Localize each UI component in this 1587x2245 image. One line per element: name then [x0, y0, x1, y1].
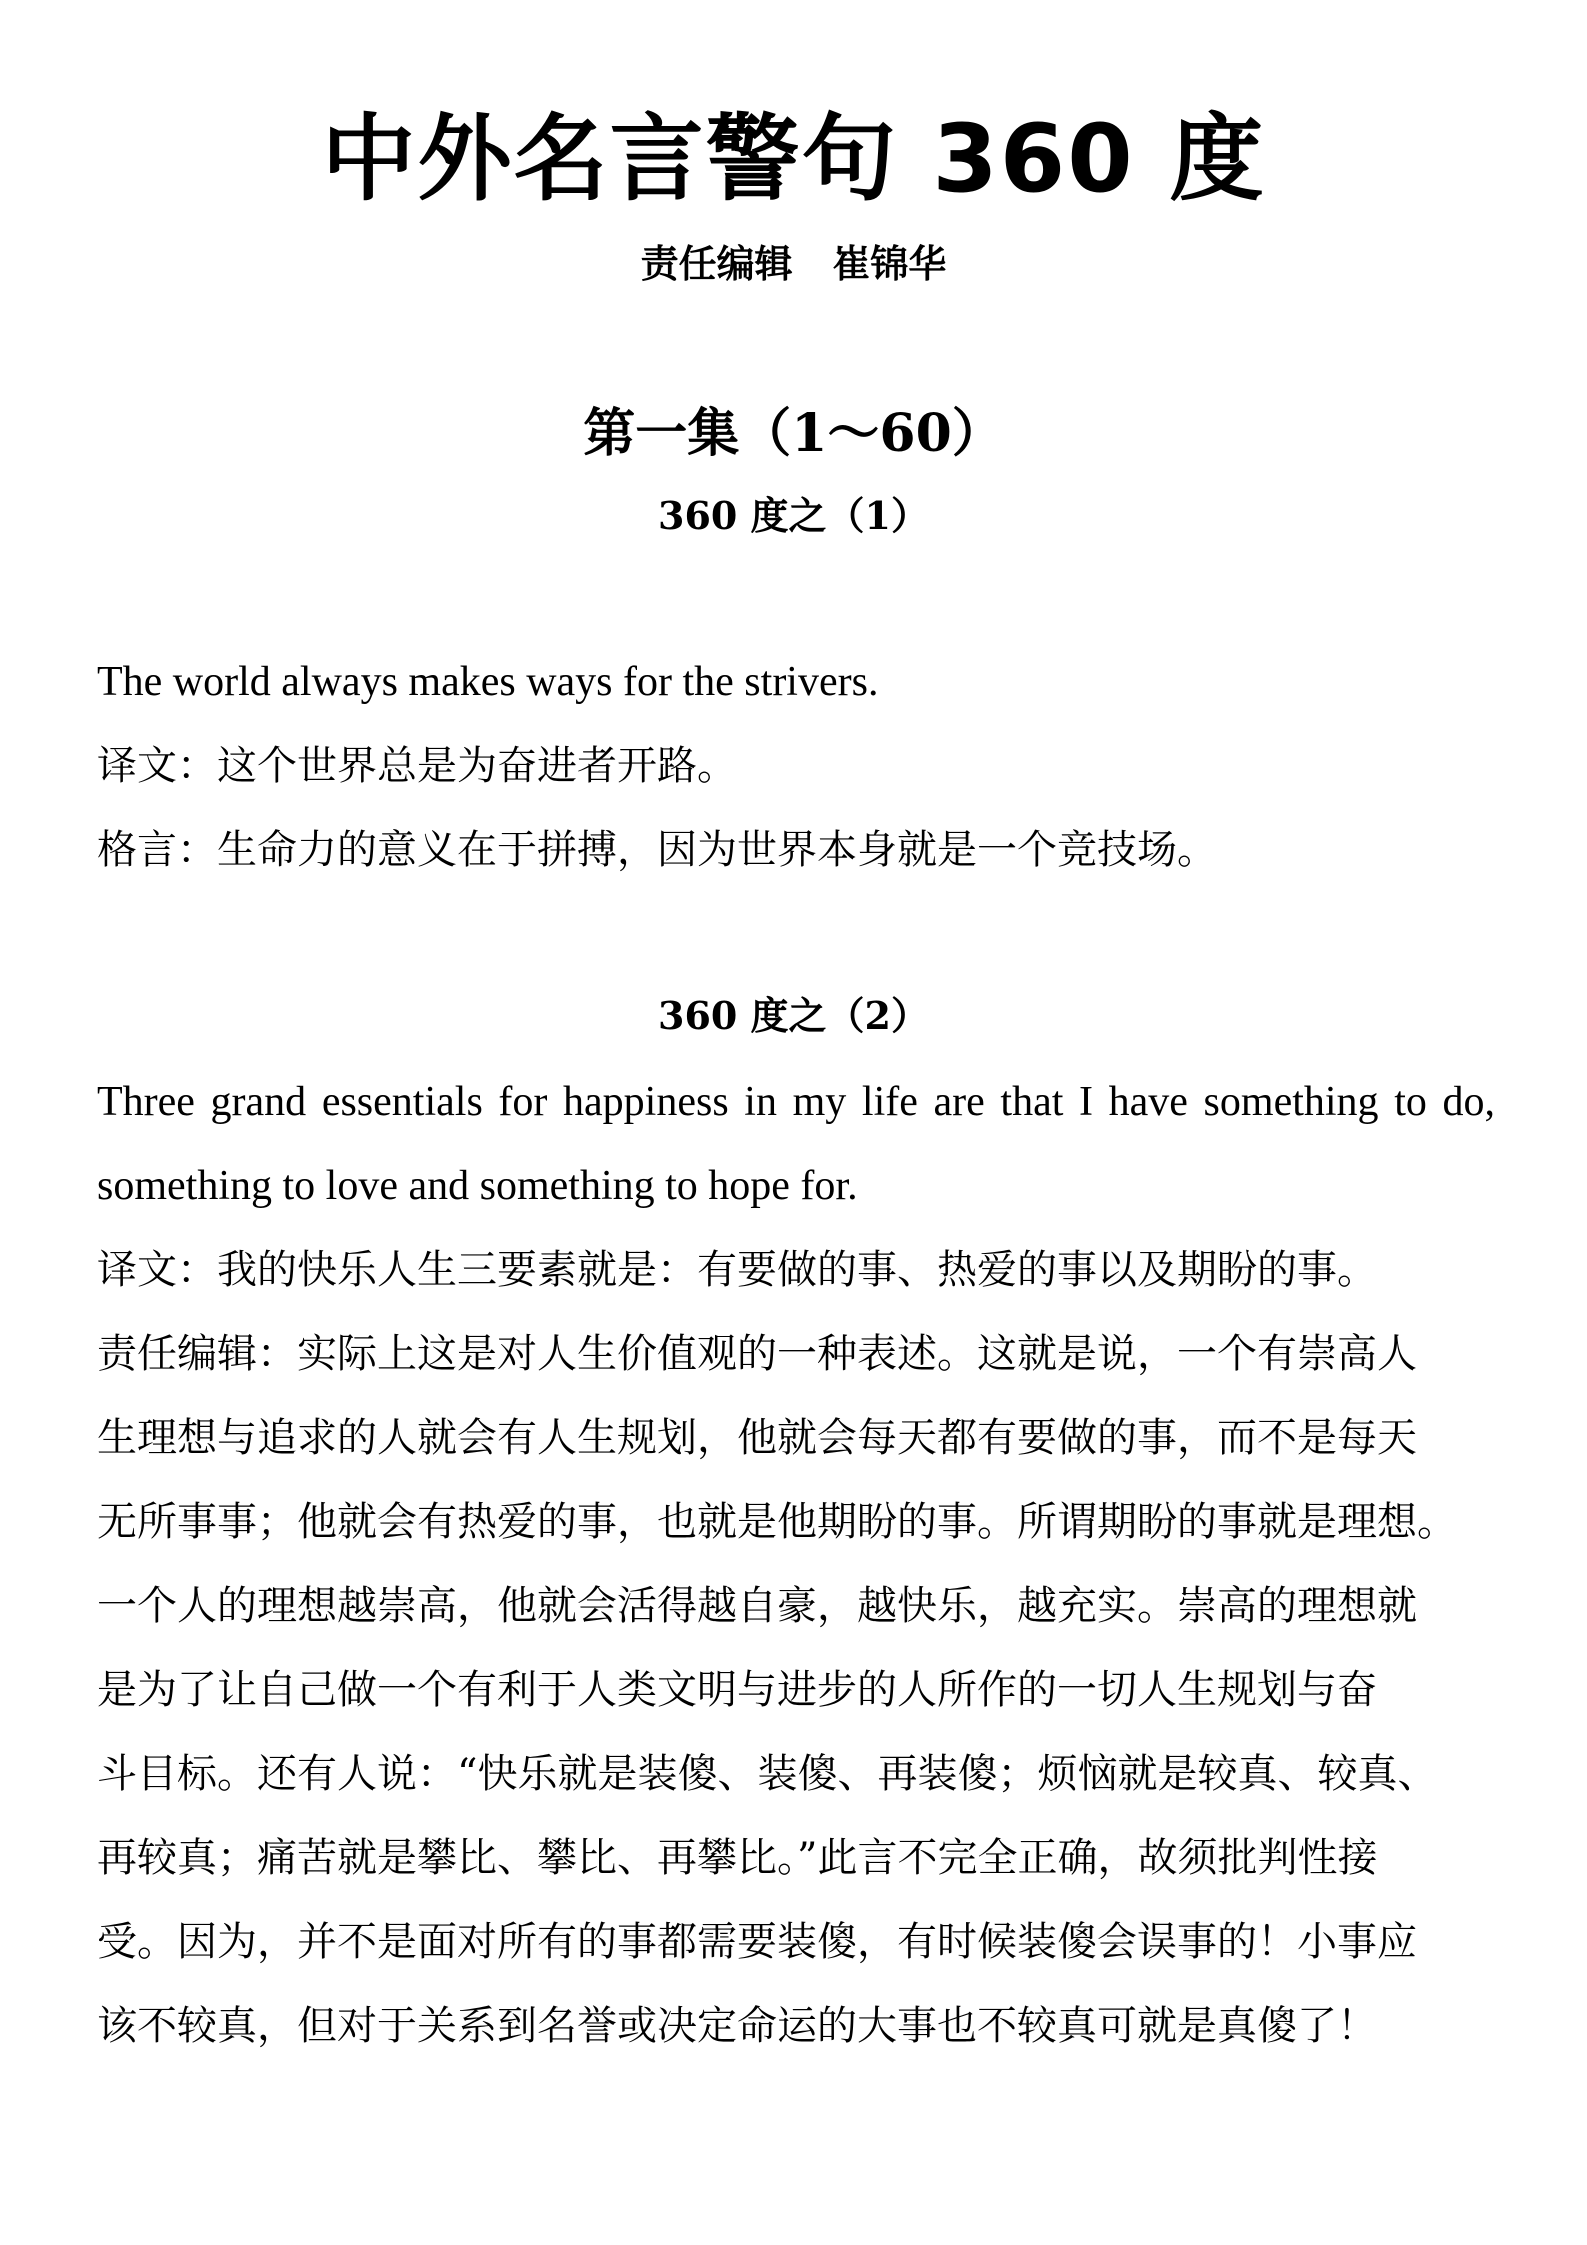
section-2-commentary-line: 生理想与追求的人就会有人生规划，他就会每天都有要做的事，而不是每天 — [97, 1415, 1417, 1461]
volume-title: 第一集（1～60） — [583, 403, 1004, 464]
section-2-commentary-line: 无所事事；他就会有热爱的事，也就是他期盼的事。所谓期盼的事就是理想。 — [97, 1499, 1457, 1545]
section-1-maxim: 格言：生命力的意义在于拼搏，因为世界本身就是一个竞技场。 — [97, 827, 1217, 873]
section-2-heading: 360 度之（2） — [658, 993, 929, 1038]
section-2-english-line-2: something to love and something to hope for. — [97, 1163, 858, 1209]
section-2-translation: 译文：我的快乐人生三要素就是：有要做的事、热爱的事以及期盼的事。 — [97, 1247, 1377, 1293]
section-2-commentary-line: 一个人的理想越崇高，他就会活得越自豪，越快乐，越充实。崇高的理想就 — [97, 1583, 1417, 1629]
section-2-commentary-line: 受。因为，并不是面对所有的事都需要装傻，有时候装傻会误事的！小事应 — [97, 1919, 1417, 1965]
section-2-commentary-line: 是为了让自己做一个有利于人类文明与进步的人所作的一切人生规划与奋 — [97, 1667, 1377, 1713]
section-2-commentary-line: 责任编辑：实际上这是对人生价值观的一种表述。这就是说，一个有崇高人 — [97, 1331, 1417, 1377]
section-2-commentary-line: 再较真；痛苦就是攀比、攀比、再攀比。”此言不完全正确，故须批判性接 — [97, 1835, 1378, 1881]
section-1-heading: 360 度之（1） — [658, 493, 929, 538]
section-1-english: The world always makes ways for the strivers. — [97, 659, 879, 705]
section-2-english-line-1: Three grand essentials for happiness in my life are that I have something to do, — [97, 1079, 1495, 1125]
document-title: 中外名言警句 360 度 — [321, 105, 1266, 214]
section-2-commentary-line: 该不较真，但对于关系到名誉或决定命运的大事也不较真可就是真傻了！ — [97, 2003, 1377, 2049]
section-1-translation: 译文：这个世界总是为奋进者开路。 — [97, 743, 737, 789]
editor-credit: 责任编辑 崔锦华 — [640, 242, 947, 286]
section-2-commentary-line: 斗目标。还有人说：“快乐就是装傻、装傻、再装傻；烦恼就是较真、较真、 — [97, 1751, 1438, 1797]
